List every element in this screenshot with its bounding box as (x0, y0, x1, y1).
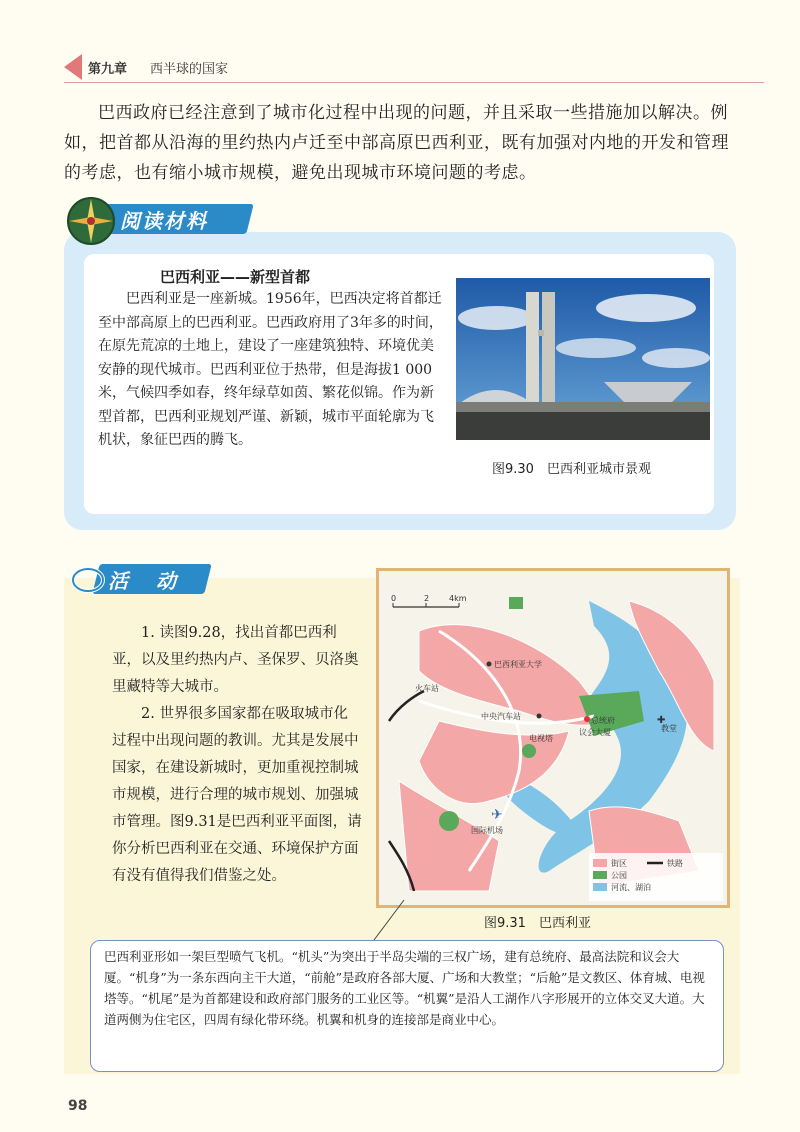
label-airport: 国际机场 (471, 826, 503, 835)
legend-district-swatch (593, 859, 607, 867)
scale-4: 4km (449, 594, 467, 603)
legend-park-swatch (593, 871, 607, 879)
airport-icon: ✈ (491, 807, 503, 823)
reading-heading: 巴西利亚——新型首都 (160, 268, 311, 286)
legend-district: 街区 (611, 859, 627, 868)
park-area (522, 744, 536, 758)
bus-station-marker (537, 714, 542, 719)
presidential-marker (584, 716, 590, 722)
reading-banner-label: 阅读材料 (120, 209, 208, 233)
photo-caption: 图9.30 巴西利亚城市景观 (492, 462, 651, 477)
scale-0: 0 (391, 594, 397, 603)
legend-water: 河流、湖泊 (611, 883, 651, 892)
map-caption: 图9.31 巴西利亚 (484, 916, 591, 931)
label-congress: 议会大厦 (579, 728, 611, 737)
intro-paragraph (64, 98, 744, 188)
label-tv-tower: 电视塔 (529, 734, 553, 743)
reading-body (98, 288, 444, 453)
activity-questions (112, 620, 362, 890)
label-bus-station: 中央汽车站 (481, 712, 521, 721)
legend-park: 公园 (611, 871, 627, 880)
activity-question-1: 1. 读图9.28，找出首都巴西利亚，以及里约热内卢、圣保罗、贝洛奥里藏特等大城市。 (112, 625, 359, 695)
chapter-number: 第九章 (88, 62, 128, 77)
callout-line (370, 898, 410, 942)
activity-question-2: 2. 世界很多国家都在吸取城市化过程中出现问题的教训。尤其是发展中国家，在建设新城时，更加重视控制城市规模，进行合理的城市规划、加强城市管理。图9.31是巴西利亚平面图，请你分析巴西利亚在交通、环境保护方面有没有值得我们借鉴之处。 (112, 706, 362, 884)
label-university: 巴西利亚大学 (494, 660, 542, 669)
intro-text: 巴西政府已经注意到了城市化过程中出现的问题，并且采取一些措施加以解决。例如，把首都从沿海的里约热内卢迁至中部高原巴西利亚，既有加强对内地的开发和管理的考虑，也有缩小城市规模，避免出现城市环境问题的考虑。 (64, 103, 729, 183)
church-icon: ✚ (657, 715, 666, 726)
legend-water-swatch (593, 883, 607, 891)
chapter-marker-icon (64, 54, 82, 80)
label-presidential: 总统府 (591, 716, 615, 725)
park-area (509, 597, 523, 609)
reading-body-text: 巴西利亚是一座新城。1956年，巴西决定将首都迁至中部高原上的巴西利亚。巴西政府用了3年多的时间，在原先荒凉的土地上，建设了一座建筑独特、环境优美安静的现代城市。巴西利亚位于热带，但是海拔1 000米，气候四季如春，终年绿草如茵、繁花似锦。作为新型首都，巴西利亚规划严谨、新颖，城市平面轮廓为飞机状，象征巴西的腾飞。 (98, 291, 443, 448)
chapter-title: 西半球的国家 (150, 62, 229, 77)
header-divider (64, 82, 764, 83)
university-marker (487, 662, 492, 667)
scale-2: 2 (424, 594, 430, 603)
activity-logo-icon (70, 562, 112, 594)
brasilia-photo (456, 278, 710, 440)
brasilia-map (376, 568, 730, 908)
park-area (439, 811, 459, 831)
legend-railway: 铁路 (667, 859, 683, 868)
page-number: 98 (68, 1098, 88, 1114)
activity-banner-label: 活 动 (108, 569, 180, 593)
note-text: 巴西利亚形如一架巨型喷气飞机。“机头”为突出于半岛尖端的三权广场，建有总统府、最高法院和议会大厦。“机身”为一条东西向主干大道，“前舱”是政府各部大厦、广场和大教堂；“后舱”是文教区、体育城、电视塔等。“机尾”是为首都建设和政府部门服务的工业区等。“机翼”是沿人工湖作八字形展开的立体交叉大道。大道两侧为住宅区，四周有绿化带环绕。机翼和机身的连接部是商业中心。 (104, 949, 705, 1027)
label-church: 教堂 (661, 724, 677, 733)
label-train-station: 火车站 (415, 684, 439, 693)
compass-icon (66, 196, 116, 246)
